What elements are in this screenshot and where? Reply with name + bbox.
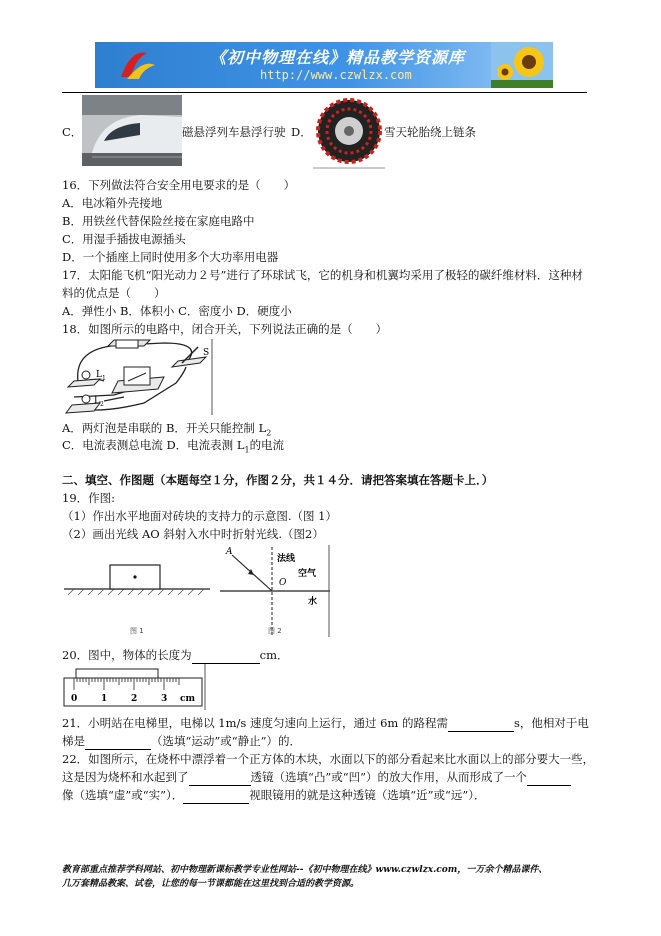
circuit-figure	[64, 337, 214, 416]
q19-part2: （2）画出光线 AO 斜射入水中时折射光线.（图2）	[62, 527, 324, 541]
header-url: http://www.czwlzx.com	[260, 68, 412, 82]
q20-suffix: cm．	[259, 648, 289, 662]
q16-option-c: C．用湿手插拔电源插头	[62, 232, 186, 246]
fig2-water-label: 水	[308, 597, 318, 607]
fig1-caption: 图 1	[130, 627, 144, 635]
site-logo	[117, 47, 157, 83]
fig2-point-o: O	[279, 578, 287, 588]
header-rule	[62, 92, 587, 93]
fig-l1-subscript: 1	[102, 375, 106, 382]
q19-part1: （1）作出水平地面对砖块的支持力的示意图.（图 1）	[62, 509, 337, 523]
section2-title: 二、填空、作图题（本题每空１分，作图２分，共１４分．请把答案填在答题卡上．）	[62, 473, 494, 487]
q18-options-cd-sub: 1	[244, 445, 250, 455]
ruler-tick-0: 0	[71, 694, 78, 704]
q20-line	[62, 647, 289, 664]
q22-line1: 22．如图所示，在烧杯中漂浮着一个正方体的木块，水面以下的部分看起来比水面以上的部分要大一些，	[62, 752, 595, 766]
q15-option-c-label: C．	[62, 125, 83, 139]
q17-stem-line1: 17．太阳能飞机“阳光动力２号”进行了环球试飞，它的机身和机翼均采用了极轻的碳纤维材料．这种材	[62, 268, 583, 282]
q22-line2-b: 透镜（选填“凸”或“凹”）的放大作用，从而形成了一个	[250, 770, 528, 784]
q16-option-b: B．用铁丝代替保险丝接在家庭电路中	[62, 214, 255, 228]
q21-motion-blank[interactable]	[85, 733, 151, 750]
fig2-refraction	[220, 547, 330, 635]
q21-line1	[62, 715, 589, 732]
q17-options: A．弹性小 B．体积小 C．密度小 D．硬度小	[62, 304, 292, 318]
q22-line3-a: 像（选填“虚”或“实”）．	[62, 788, 184, 802]
footer-line2: 几万套精品教案、试卷，让您的每一节课都能在这里找到合适的教学资源。	[62, 879, 360, 889]
q22-image-blank[interactable]	[527, 769, 571, 786]
ruler-tick-2: 2	[131, 694, 138, 704]
q21-line2-b: （选填“运动”或“静止”）的．	[151, 734, 302, 748]
q15-option-c-text: 磁悬浮列车悬浮行驶	[182, 125, 286, 139]
q22-lens-blank[interactable]	[189, 769, 251, 786]
q17-stem-line2: 料的优点是（ ）	[62, 286, 166, 300]
q18-options-ab-sub: 2	[266, 428, 272, 438]
ruler-tick-3: 3	[161, 694, 168, 704]
ruler-unit: cm	[180, 694, 196, 704]
q22-eyeglass-blank[interactable]	[183, 787, 249, 804]
q21-line1-a: 21．小明站在电梯里，电梯以 1m/s 速度匀速向上运行，通过 6m 的路程需	[62, 716, 448, 730]
q16-option-d: D．一个插座上同时使用多个大功率用电器	[62, 250, 279, 264]
footer-line1: 教育部重点推荐学科网站、初中物理新课标教学专业性网站--《初中物理在线》www.czwlzx.com，一万余个精品课件、	[62, 865, 548, 875]
q21-line1-b: s，他相对于电	[513, 716, 589, 730]
q18-options-cd-tail: 的电流	[249, 438, 285, 452]
header-title: 《初中物理在线》精品教学资源库	[210, 48, 466, 67]
q19-figures	[62, 543, 332, 638]
sunflower-image	[491, 42, 553, 88]
q15-option-d-text: 雪天轮胎绕上链条	[384, 125, 476, 139]
q16-option-a: A．电冰箱外壳接地	[62, 196, 163, 210]
ruler-tick-1: 1	[101, 694, 108, 704]
fig-l2-label: L	[94, 396, 100, 406]
q15-option-d-label: D．	[291, 125, 312, 139]
q18-options-ab-text: A．两灯泡是串联的 B．开关只能控制 L	[62, 421, 267, 435]
q19-stem: 19．作图:	[62, 491, 116, 505]
q21-line2	[62, 733, 301, 750]
q18-stem: 18．如图所示的电路中，闭合开关，下列说法正确的是（ ）	[62, 322, 388, 336]
fig-l2-subscript: 2	[100, 401, 104, 408]
fig2-caption: 图 2	[268, 627, 282, 635]
q21-line2-a: 梯是	[62, 734, 85, 748]
q20-prefix: 20．图中，物体的长度为	[62, 648, 192, 662]
ruler-figure	[62, 664, 207, 710]
maglev-train-image	[82, 95, 182, 166]
q21-time-blank[interactable]	[448, 715, 514, 732]
q22-line3	[62, 787, 486, 804]
q22-line2-a: 这是因为烧杯和水起到了	[62, 770, 189, 784]
tire-chain-image	[313, 97, 385, 169]
q22-line3-b: 视眼镜用的就是这种透镜（选填“近”或“远”）．	[249, 788, 486, 802]
q20-answer-blank[interactable]	[192, 647, 260, 664]
q16-stem: 16．下列做法符合安全用电要求的是（ ）	[62, 178, 296, 192]
header-banner	[95, 42, 553, 88]
fig1-brick-on-ground	[64, 565, 210, 635]
fig2-point-a: A	[226, 547, 233, 557]
fig-switch-label: S	[203, 348, 210, 358]
q22-line2	[62, 769, 571, 786]
q18-options-cd-text: C．电流表测总电流 D．电流表测 L	[62, 438, 245, 452]
fig2-normal-label: 法线	[277, 554, 296, 564]
fig2-air-label: 空气	[298, 569, 317, 579]
q18-options-cd	[62, 437, 284, 458]
fig-l1-label: L	[96, 370, 102, 380]
